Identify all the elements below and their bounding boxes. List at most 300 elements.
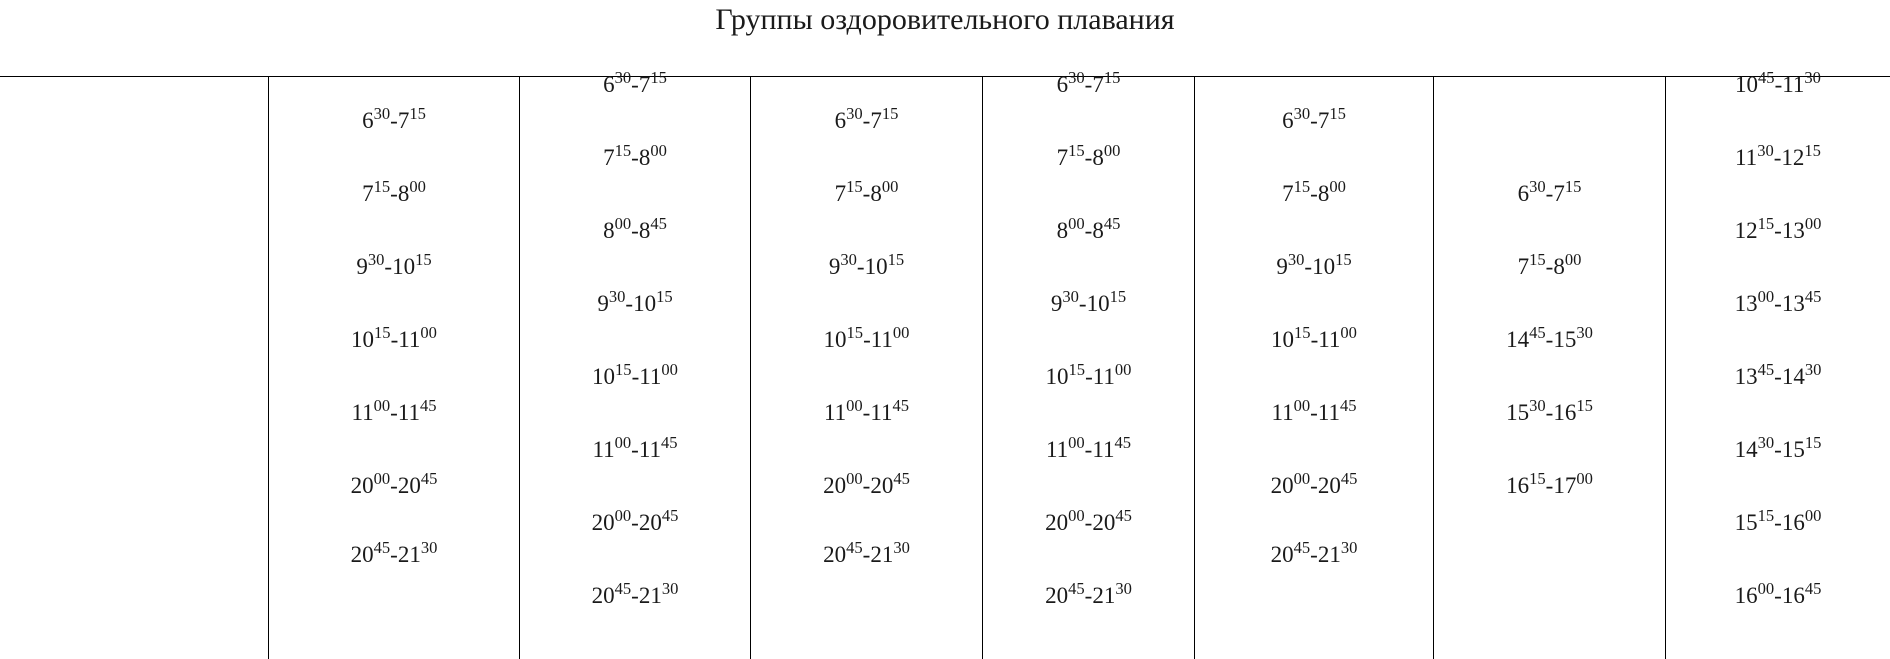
range-dash: - <box>1774 291 1782 316</box>
end-hour: 7 <box>1092 72 1104 97</box>
range-dash: - <box>390 181 398 206</box>
end-minutes-tail: 0 <box>1123 578 1132 598</box>
end-hour: 11 <box>638 437 661 462</box>
start-minutes: 15 <box>1293 176 1311 196</box>
start-minutes: 30 <box>373 103 391 123</box>
time-slot <box>1434 468 1665 500</box>
start-hour: 20 <box>823 473 847 498</box>
end-hour: 13 <box>1781 291 1805 316</box>
page-title: Группы оздоровительного плавания <box>715 3 1175 36</box>
range-dash: - <box>1545 254 1554 279</box>
start-minutes: 15 <box>1068 140 1085 160</box>
start-minutes: 45 <box>1068 578 1085 598</box>
start-minutes: 15 <box>846 176 863 196</box>
range-dash: - <box>1545 327 1554 352</box>
start-minutes: 30 <box>1757 140 1774 160</box>
range-dash: - <box>631 437 639 462</box>
range-dash: - <box>1310 327 1319 352</box>
range-dash: - <box>1084 437 1093 462</box>
time-slot <box>1434 395 1665 427</box>
schedule-column <box>750 77 982 659</box>
time-slot <box>269 103 519 135</box>
range-dash: - <box>631 145 639 170</box>
range-dash: - <box>1310 108 1318 133</box>
start-hour: 13 <box>1734 291 1758 316</box>
time-slot <box>520 359 750 391</box>
start-hour: 6 <box>1517 181 1530 206</box>
start-minutes: 45 <box>373 537 391 557</box>
end-hour: 8 <box>1092 218 1104 243</box>
start-hour: 12 <box>1734 218 1758 243</box>
end-hour: 16 <box>1781 583 1805 608</box>
range-dash: - <box>631 583 639 608</box>
start-minutes: 30 <box>1062 286 1079 306</box>
end-hour: 10 <box>392 254 416 279</box>
end-minutes: 00 <box>881 176 899 196</box>
end-minutes: 00 <box>420 322 437 342</box>
end-hour: 8 <box>1317 181 1330 206</box>
end-minutes: 15 <box>1103 67 1121 87</box>
end-minutes: 45 <box>1339 395 1357 415</box>
start-hour: 8 <box>603 218 615 243</box>
start-hour: 20 <box>823 542 847 567</box>
start-hour: 16 <box>1734 583 1758 608</box>
range-dash: - <box>862 473 871 498</box>
range-dash: - <box>631 364 640 389</box>
range-dash: - <box>1774 510 1782 535</box>
end-hour: 12 <box>1781 145 1805 170</box>
time-slot <box>983 578 1194 610</box>
start-minutes: 30 <box>1287 249 1305 269</box>
start-hour: 10 <box>1045 364 1069 389</box>
end-hour: 7 <box>397 108 410 133</box>
start-minutes: 00 <box>373 468 391 488</box>
range-dash: - <box>1084 72 1093 97</box>
end-minutes: 3 <box>893 537 902 557</box>
end-hour: 11 <box>870 327 893 352</box>
start-hour: 10 <box>1271 327 1295 352</box>
start-hour: 20 <box>350 542 374 567</box>
schedule-column <box>982 67 1194 659</box>
end-minutes: 00 <box>892 322 910 342</box>
end-minutes: 45 <box>892 395 910 415</box>
start-minutes: 15 <box>1529 468 1546 488</box>
range-dash: - <box>862 108 871 133</box>
range-dash: - <box>631 510 639 535</box>
end-hour: 8 <box>638 218 651 243</box>
end-hour: 11 <box>639 364 662 389</box>
end-hour: 21 <box>1317 542 1341 567</box>
end-minutes: 00 <box>1103 140 1121 160</box>
end-minutes: 15 <box>1109 286 1127 306</box>
start-hour: 20 <box>591 510 615 535</box>
start-minutes: 00 <box>1293 468 1311 488</box>
range-dash: - <box>1084 218 1093 243</box>
end-minutes: 15 <box>887 249 905 269</box>
start-minutes: 15 <box>1757 213 1775 233</box>
end-minutes: 15 <box>1335 249 1352 269</box>
range-dash: - <box>1084 510 1093 535</box>
end-minutes: 45 <box>650 213 667 233</box>
end-hour: 11 <box>1092 437 1115 462</box>
end-hour: 11 <box>398 327 421 352</box>
range-dash: - <box>862 181 871 206</box>
time-slot <box>269 249 519 281</box>
start-hour: 11 <box>1271 400 1294 425</box>
schedule-column <box>1433 77 1665 659</box>
end-hour: 10 <box>864 254 888 279</box>
time-slot <box>1195 103 1433 135</box>
start-hour: 20 <box>350 473 374 498</box>
range-dash: - <box>390 473 398 498</box>
range-dash: - <box>390 327 399 352</box>
start-hour: 8 <box>1056 218 1069 243</box>
start-minutes: 45 <box>1757 359 1775 379</box>
start-minutes: 15 <box>1529 249 1546 269</box>
end-hour: 20 <box>1317 473 1341 498</box>
end-minutes: 15 <box>650 67 667 87</box>
time-slot <box>751 103 982 135</box>
time-slot <box>1666 578 1890 610</box>
range-dash: - <box>1084 583 1093 608</box>
start-minutes: 15 <box>1757 505 1775 525</box>
end-hour: 7 <box>638 72 651 97</box>
end-hour: 7 <box>1317 108 1330 133</box>
start-hour: 9 <box>1050 291 1063 316</box>
range-dash: - <box>863 327 871 352</box>
end-minutes: 3 <box>420 537 430 557</box>
time-slot <box>751 249 982 281</box>
end-hour: 8 <box>870 181 882 206</box>
end-hour: 21 <box>397 542 421 567</box>
start-hour: 20 <box>591 583 615 608</box>
range-dash: - <box>1310 181 1318 206</box>
time-slot <box>1666 140 1890 172</box>
end-minutes: 00 <box>1804 505 1822 525</box>
range-dash: - <box>856 254 865 279</box>
end-minutes: 15 <box>1564 176 1582 196</box>
time-slot <box>1666 67 1890 99</box>
time-slot <box>1434 322 1665 354</box>
time-slot <box>1195 395 1433 427</box>
end-minutes: 45 <box>420 468 438 488</box>
start-minutes: 45 <box>614 578 632 598</box>
range-dash: - <box>1545 181 1554 206</box>
end-minutes: 30 <box>1804 359 1822 379</box>
end-minutes: 30 <box>1576 322 1593 342</box>
range-dash: - <box>1774 218 1782 243</box>
end-hour: 11 <box>1782 72 1805 97</box>
end-hour: 17 <box>1553 473 1577 498</box>
time-slot <box>1195 537 1433 569</box>
start-hour: 20 <box>1270 542 1294 567</box>
end-hour: 7 <box>1553 181 1565 206</box>
start-minutes: 15 <box>1294 322 1311 342</box>
start-minutes: 30 <box>1068 67 1085 87</box>
start-hour: 11 <box>592 437 615 462</box>
end-hour: 8 <box>638 145 651 170</box>
range-dash: - <box>390 400 398 425</box>
start-hour: 14 <box>1734 437 1758 462</box>
time-slot <box>1666 286 1890 318</box>
start-minutes: 45 <box>1293 537 1311 557</box>
end-hour: 20 <box>870 473 894 498</box>
start-minutes: 30 <box>1757 432 1775 452</box>
time-slot <box>983 213 1194 245</box>
end-hour: 8 <box>1553 254 1565 279</box>
start-minutes: 00 <box>1068 213 1085 233</box>
end-hour: 21 <box>1092 583 1116 608</box>
time-slot <box>1195 322 1433 354</box>
end-hour: 20 <box>1092 510 1116 535</box>
end-minutes: 00 <box>409 176 426 196</box>
time-slot <box>269 468 519 500</box>
end-minutes: 45 <box>1115 505 1132 525</box>
end-minutes: 45 <box>419 395 437 415</box>
start-hour: 14 <box>1506 327 1530 352</box>
time-slot <box>1666 359 1890 391</box>
start-hour: 9 <box>828 254 841 279</box>
start-hour: 11 <box>351 400 374 425</box>
range-dash: - <box>1084 145 1093 170</box>
end-minutes: 00 <box>1340 322 1357 342</box>
end-minutes: 00 <box>1329 176 1346 196</box>
time-slot <box>520 67 750 99</box>
end-minutes: 30 <box>1804 67 1821 87</box>
end-minutes: 45 <box>661 505 679 525</box>
end-hour: 8 <box>1092 145 1104 170</box>
range-dash: - <box>1774 72 1783 97</box>
end-hour: 8 <box>397 181 410 206</box>
end-hour: 10 <box>1086 291 1110 316</box>
start-hour: 10 <box>351 327 375 352</box>
time-slot <box>983 140 1194 172</box>
range-dash: - <box>1545 473 1554 498</box>
end-minutes: 45 <box>1804 578 1822 598</box>
end-minutes-tail: 0 <box>901 537 910 557</box>
start-hour: 9 <box>356 254 368 279</box>
end-hour: 7 <box>870 108 882 133</box>
start-minutes: 45 <box>1758 67 1775 87</box>
start-minutes: 30 <box>1529 395 1546 415</box>
time-slot <box>269 537 519 569</box>
end-minutes: 45 <box>893 468 910 488</box>
start-hour: 10 <box>592 364 616 389</box>
time-slot <box>269 322 519 354</box>
time-slot <box>1666 213 1890 245</box>
time-slot <box>520 213 750 245</box>
time-slot <box>983 432 1194 464</box>
range-dash: - <box>1304 254 1313 279</box>
range-dash: - <box>1774 437 1782 462</box>
start-hour: 16 <box>1506 473 1530 498</box>
start-minutes: 15 <box>614 140 632 160</box>
end-minutes: 00 <box>1804 213 1822 233</box>
range-dash: - <box>1774 583 1782 608</box>
start-minutes: 00 <box>373 395 391 415</box>
end-minutes: 15 <box>415 249 432 269</box>
start-minutes: 30 <box>846 103 863 123</box>
end-minutes-tail: 0 <box>1349 537 1358 557</box>
start-minutes: 30 <box>840 249 857 269</box>
end-minutes: 00 <box>1564 249 1582 269</box>
end-hour: 11 <box>870 400 893 425</box>
time-slot <box>520 505 750 537</box>
end-hour: 20 <box>397 473 421 498</box>
end-minutes-tail: 0 <box>670 578 679 598</box>
end-hour: 16 <box>1553 400 1577 425</box>
schedule-column <box>268 77 519 659</box>
end-minutes: 15 <box>1576 395 1593 415</box>
range-dash: - <box>631 218 639 243</box>
time-slot <box>1195 249 1433 281</box>
start-hour: 6 <box>603 72 615 97</box>
start-hour: 20 <box>1045 510 1069 535</box>
start-hour: 20 <box>1045 583 1069 608</box>
start-hour: 7 <box>603 145 615 170</box>
end-hour: 10 <box>1312 254 1336 279</box>
time-slot <box>1666 505 1890 537</box>
end-minutes: 3 <box>661 578 671 598</box>
range-dash: - <box>862 400 871 425</box>
start-hour: 11 <box>1735 145 1758 170</box>
start-hour: 15 <box>1734 510 1758 535</box>
start-minutes: 00 <box>846 395 863 415</box>
end-minutes: 00 <box>661 359 678 379</box>
range-dash: - <box>1310 400 1318 425</box>
start-minutes: 00 <box>614 432 632 452</box>
start-hour: 7 <box>1517 254 1530 279</box>
end-hour: 16 <box>1781 510 1805 535</box>
start-hour: 13 <box>1734 364 1758 389</box>
time-slot <box>520 578 750 610</box>
start-hour: 9 <box>597 291 609 316</box>
end-minutes: 3 <box>1340 537 1350 557</box>
end-hour: 15 <box>1553 327 1577 352</box>
range-dash: - <box>625 291 634 316</box>
end-minutes: 45 <box>660 432 678 452</box>
start-hour: 6 <box>1282 108 1294 133</box>
time-slot <box>751 322 982 354</box>
start-minutes: 45 <box>846 537 863 557</box>
end-hour: 11 <box>1317 400 1340 425</box>
time-slot <box>269 395 519 427</box>
schedule-table <box>0 67 1890 658</box>
start-minutes: 00 <box>614 213 632 233</box>
time-slot <box>751 468 982 500</box>
time-slot <box>983 505 1194 537</box>
start-hour: 7 <box>1282 181 1294 206</box>
end-minutes: 00 <box>1576 468 1593 488</box>
time-slot <box>269 176 519 208</box>
start-minutes: 00 <box>614 505 632 525</box>
start-hour: 10 <box>1735 72 1759 97</box>
end-minutes: 45 <box>1103 213 1121 233</box>
start-hour: 6 <box>362 108 374 133</box>
end-minutes-tail: 0 <box>429 537 438 557</box>
time-slot <box>751 395 982 427</box>
range-dash: - <box>1310 542 1318 567</box>
end-minutes: 45 <box>1114 432 1132 452</box>
start-minutes: 15 <box>615 359 632 379</box>
end-hour: 21 <box>870 542 894 567</box>
start-minutes: 00 <box>1757 578 1775 598</box>
start-minutes: 00 <box>1293 395 1311 415</box>
start-minutes: 15 <box>1068 359 1086 379</box>
time-slot <box>1434 249 1665 281</box>
time-slot <box>983 286 1194 318</box>
end-minutes: 45 <box>1340 468 1358 488</box>
start-minutes: 00 <box>1068 505 1085 525</box>
end-minutes: 45 <box>1804 286 1822 306</box>
end-minutes: 15 <box>409 103 426 123</box>
time-slot <box>1666 432 1890 464</box>
start-minutes: 45 <box>1529 322 1546 342</box>
end-minutes: 00 <box>1114 359 1132 379</box>
range-dash: - <box>390 542 398 567</box>
end-hour: 11 <box>1318 327 1341 352</box>
end-minutes: 15 <box>1804 432 1822 452</box>
range-dash: - <box>1310 473 1318 498</box>
time-slot <box>1195 176 1433 208</box>
end-hour: 21 <box>638 583 662 608</box>
time-slot <box>520 286 750 318</box>
range-dash: - <box>384 254 393 279</box>
start-hour: 10 <box>823 327 847 352</box>
end-minutes: 15 <box>1329 103 1346 123</box>
start-minutes: 00 <box>1757 286 1775 306</box>
schedule-column <box>519 67 750 659</box>
time-slot <box>520 432 750 464</box>
time-slot <box>751 176 982 208</box>
start-minutes: 30 <box>608 286 626 306</box>
start-minutes: 30 <box>367 249 385 269</box>
start-minutes: 30 <box>1293 103 1311 123</box>
end-hour: 11 <box>1092 364 1115 389</box>
range-dash: - <box>390 108 398 133</box>
start-hour: 11 <box>823 400 847 425</box>
range-dash: - <box>631 72 639 97</box>
time-slot <box>983 67 1194 99</box>
range-dash: - <box>1078 291 1087 316</box>
end-hour: 20 <box>638 510 662 535</box>
range-dash: - <box>862 542 871 567</box>
schedule-column <box>1665 67 1890 659</box>
end-minutes: 15 <box>1804 140 1821 160</box>
range-dash: - <box>1774 364 1782 389</box>
end-hour: 13 <box>1781 218 1805 243</box>
start-hour: 7 <box>834 181 847 206</box>
end-minutes: 15 <box>656 286 673 306</box>
end-hour: 11 <box>397 400 420 425</box>
schedule-column <box>1194 77 1433 659</box>
end-hour: 10 <box>633 291 657 316</box>
end-minutes: 3 <box>1115 578 1124 598</box>
end-hour: 14 <box>1781 364 1805 389</box>
start-minutes: 00 <box>1068 432 1085 452</box>
start-minutes: 00 <box>846 468 863 488</box>
end-minutes: 15 <box>881 103 899 123</box>
start-hour: 20 <box>1270 473 1294 498</box>
start-minutes: 15 <box>373 176 391 196</box>
time-slot <box>1195 468 1433 500</box>
time-slot <box>983 359 1194 391</box>
start-minutes: 15 <box>374 322 391 342</box>
range-dash: - <box>1545 400 1554 425</box>
start-minutes: 30 <box>614 67 632 87</box>
range-dash: - <box>1773 145 1782 170</box>
label-column <box>0 77 268 659</box>
